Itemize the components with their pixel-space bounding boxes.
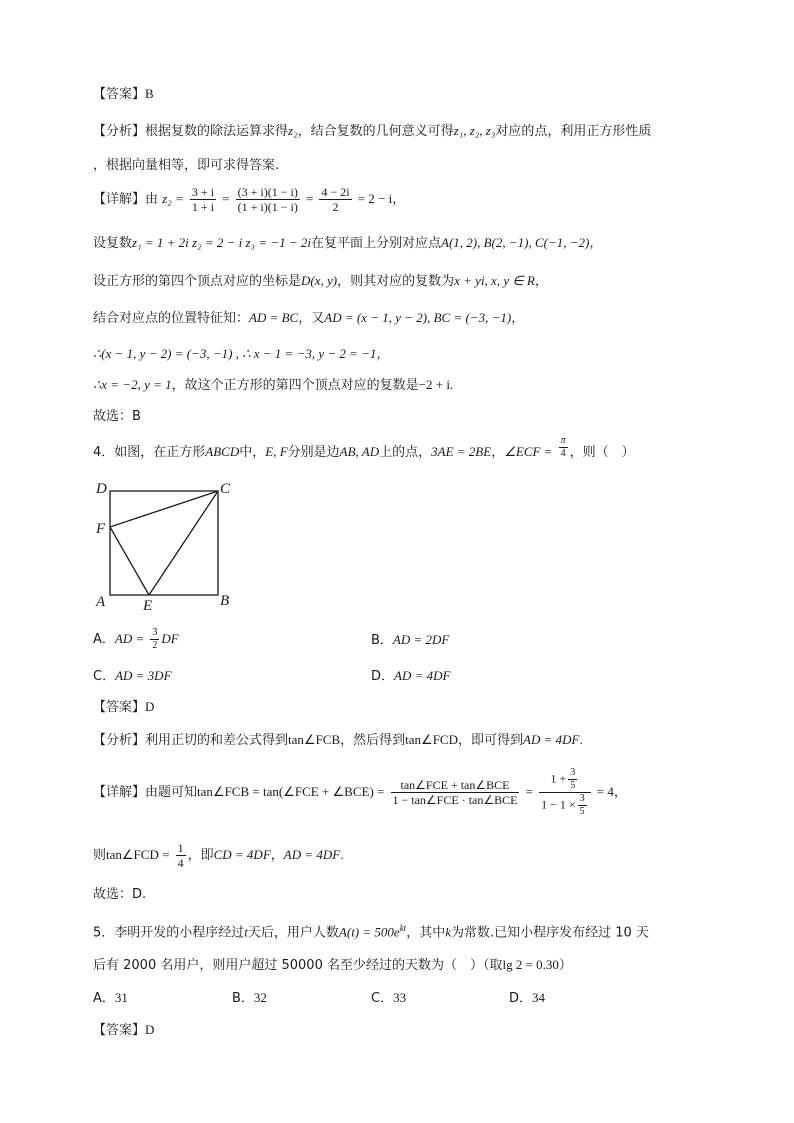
detail-line-6: ∴x = −2, y = 1，故这个正方形的第四个顶点对应的复数是−2 + i. (93, 377, 454, 393)
detail-line-4: 结合对应点的位置特征知：AD = BC，又AD = (x − 1, y − 2), BC = (−3, −1)， (93, 310, 525, 326)
fraction: $\frac{\pi}{4}$ (560, 435, 566, 459)
answer-label: 【答案】 (93, 87, 146, 102)
label-f: F (96, 521, 106, 537)
square-abcd (110, 491, 218, 595)
analysis-label: 【分析】 (93, 124, 146, 139)
question-5-line-2: 后有 2000 名用户，则用户超过 50000 名至少经过的天数为（ ）（取lg 2 = 0.30） (93, 957, 572, 973)
answer-line-2: 【答案】D (93, 699, 155, 715)
answer-line-3: 【答案】D (93, 1022, 155, 1038)
detail-line-3: 设正方形的第四个顶点对应的坐标是D(x, y)，则其对应的复数为x + yi, x, y ∈ R， (93, 273, 548, 289)
option-a: A．AD = $\frac{3}{2}$ DF (93, 627, 179, 651)
detail-line-2: 设复数z₁ = 1 + 2i z₂ = 2 − i z₃ = −1 − 2i在复平面上分别对应点A(1, 2), B(2, −1), C(−1, −2)， (93, 235, 603, 251)
answer-line-1 (93, 87, 154, 101)
q5-option-a: A．31 (93, 990, 128, 1006)
analysis-line-2: ，根据向量相等，即可求得答案. (93, 158, 280, 173)
fraction: $\frac{3}{5}$ (570, 767, 576, 791)
fraction: $\frac{4 - 2i}{2}$ (321, 185, 350, 214)
detail2-line-2: 则tan∠FCD = $\frac{1}{4}$ ，即CD = 4DF，AD = 4DF. (93, 841, 344, 870)
q5-option-c: C．33 (371, 990, 407, 1006)
q5-option-b: B．32 (232, 990, 267, 1006)
fraction: $\frac{3}{5}$ (579, 793, 585, 817)
fraction: $\frac{1}{4}$ (177, 841, 184, 870)
detail-line-5: ∴(x − 1, y − 2) = (−3, −1) , ∴ x − 1 = −3, y − 2 = −1， (93, 346, 390, 361)
analysis-line-2-1: 【分析】利用正切的和差公式得到tan∠FCB，然后得到tan∠FCD，即可得到AD = 4DF. (93, 732, 583, 748)
fraction: $\frac{3}{2}$ (152, 627, 158, 651)
label-d: D (96, 481, 107, 497)
analysis-line-1: 【分析】根据复数的除法运算求得z₂，结合复数的几何意义可得z₁, z₂, z₃对应的点，利用正方形性质 (93, 123, 652, 139)
answer-value: B (145, 86, 154, 101)
option-c: C．AD = 3DF (93, 668, 172, 684)
question-5-line-1: 5．李明开发的小程序经过t天后，用户人数$A(t) = 500e^{kt}$，其中k为常数.已知小程序发布经过 10 天 (93, 923, 649, 941)
question-4-stem: 4．如图，在正方形ABCD中，E, F分别是边AB, AD上的点，3AE = 2BE，∠ECF = $\frac{\pi}{4}$ ，则（ ） (93, 435, 635, 460)
label-e: E (143, 598, 153, 614)
segment-ec (149, 491, 218, 595)
label-b: B (220, 593, 230, 609)
detail2-line-1: 【详解】由题可知tan∠FCB = tan(∠FCE + ∠BCE) = $\frac{\text{tan∠FCE + tan∠BCE}}{\text{1 − tan∠FCE · tan∠BCE}}$ = 1 + $\frac{3}{5}$ 1 − 1 × $\frac{3}{5}$ = 4， (93, 767, 627, 817)
option-d: D．AD = 4DF (371, 668, 451, 684)
fraction: $\frac{3 + i}{1 + i}$ (191, 185, 215, 214)
detail2-choose: 故选：D. (93, 887, 147, 902)
fraction: $\frac{(3 + i)(1 - i)}{(1 + i)(1 - i)}$ (237, 185, 298, 214)
segment-fc (110, 491, 218, 527)
square-figure (90, 475, 240, 615)
option-b: B．AD = 2DF (371, 632, 450, 648)
label-a: A (96, 594, 106, 610)
fraction: 1 + $\frac{3}{5}$ 1 − 1 × $\frac{3}{5}$ (539, 768, 591, 817)
detail-line-1: 【详解】由 z₂ = $\frac{3 + i}{1 + i}$ = $\frac{(3 + i)(1 - i)}{(1 + i)(1 - i)}$ = $\frac{4 - 2i}{2}$ = 2 − i， (93, 185, 406, 214)
fraction: $\frac{\text{tan∠FCE + tan∠BCE}}{\text{1 − tan∠FCE · tan∠BCE}}$ (392, 778, 518, 807)
detail-choose: 故选：B (93, 409, 141, 424)
detail-label: 【详解】 (93, 192, 146, 207)
segment-fe (110, 527, 149, 595)
q5-option-d: D．34 (509, 990, 546, 1006)
label-c: C (220, 481, 231, 497)
